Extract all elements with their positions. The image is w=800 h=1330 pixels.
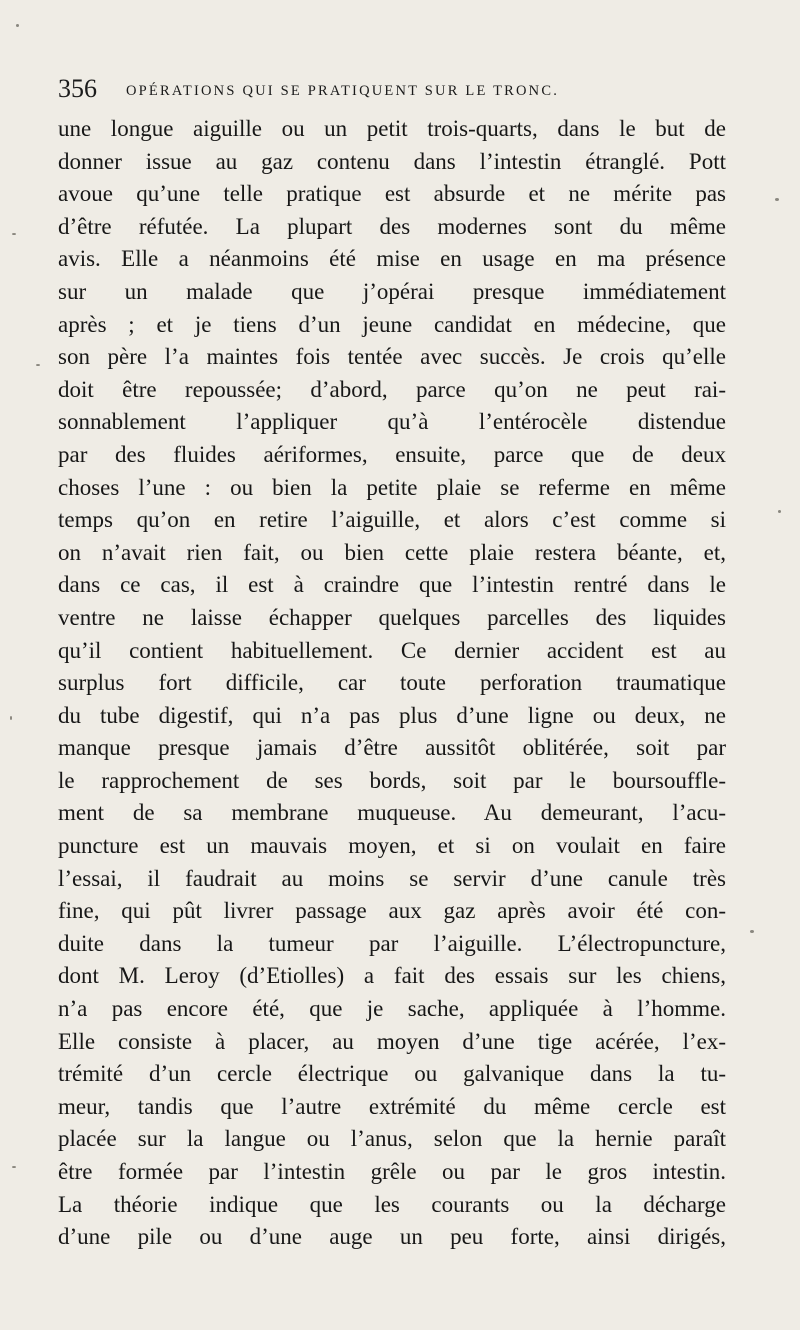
text-line: son père l’a maintes fois tentée avec succès. Je crois qu’elle — [58, 344, 726, 370]
text-line: puncture est un mauvais moyen, et si on voulait en faire — [58, 833, 726, 859]
text-line: du tube digestif, qui n’a pas plus d’une ligne ou deux, ne — [58, 702, 726, 728]
paper-speck — [750, 930, 754, 933]
text-line: avoue qu’une telle pratique est absurde et ne mérite pas — [58, 181, 726, 207]
paper-speck — [778, 510, 781, 513]
text-line: dans ce cas, il est à craindre que l’intestin rentré dans le — [58, 572, 726, 598]
paper-speck — [10, 716, 12, 720]
paper-speck — [775, 198, 779, 201]
text-line: sur un malade que j’opérai presque immédiatement — [58, 278, 726, 304]
paper-speck — [16, 24, 19, 27]
text-line: par des fluides aériformes, ensuite, parce que de deux — [58, 441, 726, 467]
text-line: avis. Elle a néanmoins été mise en usage en ma présence — [58, 246, 726, 272]
text-line: dont M. Leroy (d’Etiolles) a fait des essais sur les chiens, — [58, 963, 726, 989]
text-line: fine, qui pût livrer passage aux gaz après avoir été con- — [58, 898, 726, 924]
text-line: sonnablement l’appliquer qu’à l’entérocèle distendue — [58, 409, 726, 435]
text-line: temps qu’on en retire l’aiguille, et alors c’est comme si — [58, 507, 726, 533]
text-line: l’essai, il faudrait au moins se servir d’une canule très — [58, 865, 726, 891]
text-line: être formée par l’intestin grêle ou par le gros intestin. — [58, 1159, 726, 1184]
paper-speck — [12, 1166, 16, 1168]
text-line: d’une pile ou d’une auge un peu forte, ainsi dirigés, — [58, 1224, 726, 1250]
text-line: Elle consiste à placer, au moyen d’une tige acérée, l’ex- — [58, 1028, 726, 1054]
text-line: La théorie indique que les courants ou la décharge — [58, 1191, 726, 1217]
page-number: 356 — [58, 74, 97, 103]
text-line: surplus fort difficile, car toute perforation traumatique — [58, 670, 726, 696]
text-line: donner issue au gaz contenu dans l’intestin étranglé. Pott — [58, 148, 726, 174]
page-header — [58, 72, 698, 106]
text-line: trémité d’un cercle électrique ou galvanique dans la tu- — [58, 1061, 726, 1087]
paper-speck — [12, 233, 16, 235]
text-line: manque presque jamais d’être aussitôt oblitérée, soit par — [58, 735, 726, 761]
paper-speck — [36, 364, 40, 366]
text-line: choses l’une : ou bien la petite plaie se referme en même — [58, 474, 726, 500]
text-line: duite dans la tumeur par l’aiguille. L’électropuncture, — [58, 930, 726, 956]
text-line: ment de sa membrane muqueuse. Au demeurant, l’acu- — [58, 800, 726, 826]
running-head: OPÉRATIONS QUI SE PRATIQUENT SUR LE TRONC. — [126, 83, 560, 99]
text-line: qu’il contient habituellement. Ce dernier accident est au — [58, 637, 726, 663]
text-line: on n’avait rien fait, ou bien cette plaie restera béante, et, — [58, 539, 726, 565]
text-line: d’être réfutée. La plupart des modernes sont du même — [58, 213, 726, 239]
text-line: le rapprochement de ses bords, soit par le boursouffle- — [58, 767, 726, 793]
text-line: après ; et je tiens d’un jeune candidat en médecine, que — [58, 311, 726, 337]
text-line: doit être repoussée; d’abord, parce qu’on ne peut rai- — [58, 376, 726, 402]
text-line: une longue aiguille ou un petit trois-quarts, dans le but de — [58, 116, 726, 141]
body-text — [58, 113, 726, 1254]
text-line: n’a pas encore été, que je sache, appliquée à l’homme. — [58, 996, 726, 1022]
text-line: placée sur la langue ou l’anus, selon que la hernie paraît — [58, 1126, 726, 1152]
text-line: meur, tandis que l’autre extrémité du même cercle est — [58, 1093, 726, 1119]
text-line: ventre ne laisse échapper quelques parcelles des liquides — [58, 604, 726, 630]
